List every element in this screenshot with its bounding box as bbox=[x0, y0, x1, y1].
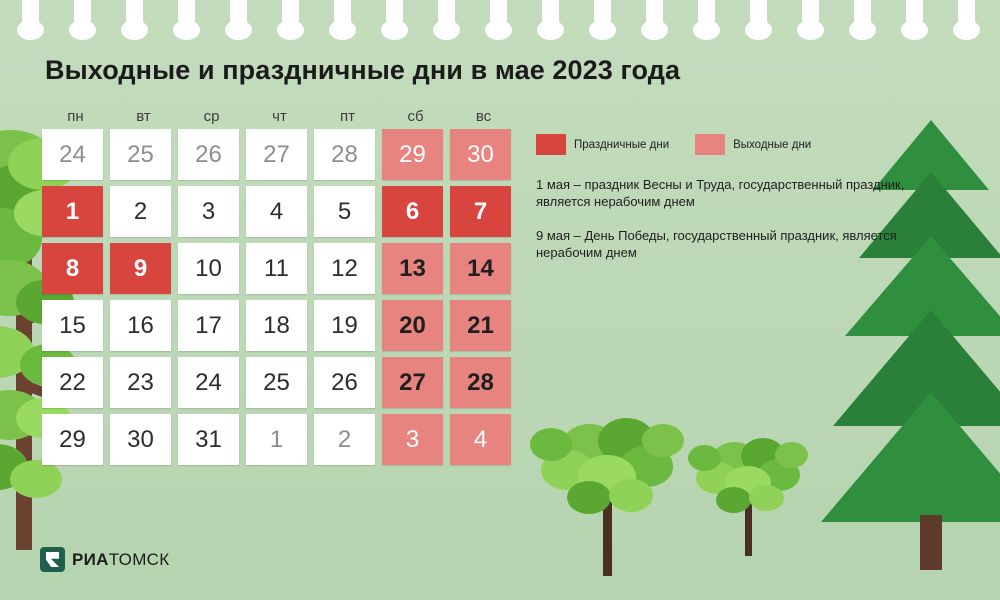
calendar-day-cell[interactable]: 22 bbox=[42, 357, 103, 408]
binding-ring bbox=[126, 0, 143, 34]
calendar-day-cell[interactable]: 1 bbox=[42, 186, 103, 237]
leaf-cluster bbox=[716, 487, 751, 513]
calendar-day-cell[interactable]: 11 bbox=[246, 243, 307, 294]
calendar-day-cell[interactable]: 24 bbox=[178, 357, 239, 408]
binding-ring bbox=[698, 0, 715, 34]
leaf-cluster bbox=[567, 481, 611, 514]
legend-label: Праздничные дни bbox=[574, 138, 670, 151]
binding-ring bbox=[490, 0, 507, 34]
small-tree-decoration bbox=[524, 424, 690, 590]
weekday-label-ср: ср bbox=[203, 108, 220, 125]
logo[interactable] bbox=[40, 547, 169, 572]
calendar-day-cell[interactable]: 3 bbox=[382, 414, 443, 465]
calendar-day-cell[interactable]: 27 bbox=[382, 357, 443, 408]
calendar-day-cell[interactable]: 29 bbox=[42, 414, 103, 465]
legend-swatch bbox=[536, 134, 566, 155]
calendar-day-cell[interactable]: 20 bbox=[382, 300, 443, 351]
calendar-week-row bbox=[42, 357, 518, 408]
binding-ring bbox=[646, 0, 663, 34]
binding-ring bbox=[22, 0, 39, 34]
weekday-label-пн: пн bbox=[67, 108, 84, 125]
calendar-day-cell[interactable]: 14 bbox=[450, 243, 511, 294]
calendar-day-cell[interactable]: 26 bbox=[178, 129, 239, 180]
calendar-day-cell[interactable]: 4 bbox=[246, 186, 307, 237]
binding-ring bbox=[334, 0, 351, 34]
calendar-day-cell[interactable]: 9 bbox=[110, 243, 171, 294]
calendar-day-cell[interactable]: 26 bbox=[314, 357, 375, 408]
legend-item bbox=[536, 134, 669, 155]
calendar-week-row bbox=[42, 300, 518, 351]
binding-ring bbox=[74, 0, 91, 34]
calendar-day-cell[interactable]: 19 bbox=[314, 300, 375, 351]
small-tree-decoration bbox=[683, 442, 813, 572]
weekday-label-вт: вт bbox=[136, 108, 151, 125]
calendar-week-row bbox=[42, 414, 518, 465]
calendar-week-row bbox=[42, 186, 518, 237]
binding-ring bbox=[542, 0, 559, 34]
calendar-day-cell[interactable]: 13 bbox=[382, 243, 443, 294]
logo-brand-bold: РИА bbox=[72, 549, 109, 569]
calendar-week-row bbox=[42, 243, 518, 294]
binding-ring bbox=[750, 0, 767, 34]
calendar-weekday-header bbox=[42, 108, 518, 125]
fir-layer bbox=[821, 392, 1000, 522]
calendar-day-cell[interactable]: 16 bbox=[110, 300, 171, 351]
calendar-day-cell[interactable]: 25 bbox=[110, 129, 171, 180]
calendar-day-cell[interactable]: 1 bbox=[246, 414, 307, 465]
binding-ring bbox=[178, 0, 195, 34]
binding-ring bbox=[854, 0, 871, 34]
binding-ring bbox=[594, 0, 611, 34]
binding-ring bbox=[958, 0, 975, 34]
calendar-day-cell[interactable]: 23 bbox=[110, 357, 171, 408]
leaf-cluster bbox=[775, 442, 808, 468]
calendar-day-cell[interactable]: 28 bbox=[314, 129, 375, 180]
binding-ring bbox=[230, 0, 247, 34]
calendar-day-cell[interactable]: 12 bbox=[314, 243, 375, 294]
calendar-day-cell[interactable]: 27 bbox=[246, 129, 307, 180]
binding-ring bbox=[282, 0, 299, 34]
calendar-day-cell[interactable]: 25 bbox=[246, 357, 307, 408]
page-title: Выходные и праздничные дни в мае 2023 года bbox=[45, 55, 681, 85]
spiral-binding bbox=[0, 0, 1000, 48]
weekday-label-чт: чт bbox=[272, 108, 287, 125]
binding-ring bbox=[386, 0, 403, 34]
binding-ring bbox=[802, 0, 819, 34]
calendar-day-cell[interactable]: 5 bbox=[314, 186, 375, 237]
notes-block bbox=[536, 176, 906, 278]
calendar-day-cell[interactable]: 31 bbox=[178, 414, 239, 465]
calendar-day-cell[interactable]: 6 bbox=[382, 186, 443, 237]
note-text: 9 мая – День Победы, государственный праздник, является нерабочим днем bbox=[536, 228, 897, 260]
leaf-cluster bbox=[688, 445, 721, 471]
legend-swatch bbox=[695, 134, 725, 155]
note-text: 1 мая – праздник Весны и Труда, государственный праздник, является нерабочим днем bbox=[536, 177, 905, 209]
calendar-day-cell[interactable]: 28 bbox=[450, 357, 511, 408]
calendar-day-cell[interactable]: 17 bbox=[178, 300, 239, 351]
calendar-day-cell[interactable]: 29 bbox=[382, 129, 443, 180]
logo-brand-soft: ТОМСК bbox=[108, 549, 170, 569]
calendar-week-row bbox=[42, 129, 518, 180]
ria-logo-icon bbox=[40, 547, 65, 572]
calendar-day-cell[interactable]: 8 bbox=[42, 243, 103, 294]
calendar-day-cell[interactable]: 2 bbox=[110, 186, 171, 237]
calendar-day-cell[interactable]: 15 bbox=[42, 300, 103, 351]
binding-ring bbox=[906, 0, 923, 34]
weekday-label-вс: вс bbox=[475, 108, 492, 125]
calendar-day-cell[interactable]: 30 bbox=[450, 129, 511, 180]
fir-trunk bbox=[920, 515, 942, 570]
leaf-cluster bbox=[749, 485, 784, 511]
binding-ring bbox=[438, 0, 455, 34]
calendar-day-cell[interactable]: 7 bbox=[450, 186, 511, 237]
leaf-cluster bbox=[642, 424, 684, 457]
legend bbox=[536, 134, 837, 155]
calendar-day-cell[interactable]: 2 bbox=[314, 414, 375, 465]
weekday-label-пт: пт bbox=[340, 108, 355, 125]
calendar-day-cell[interactable]: 3 bbox=[178, 186, 239, 237]
legend-item bbox=[695, 134, 811, 155]
logo-text bbox=[72, 550, 169, 570]
legend-label: Выходные дни bbox=[733, 138, 812, 151]
calendar-day-cell[interactable]: 4 bbox=[450, 414, 511, 465]
leaf-cluster bbox=[530, 428, 572, 461]
calendar-day-cell[interactable]: 10 bbox=[178, 243, 239, 294]
leaf-cluster bbox=[609, 479, 653, 512]
calendar-grid bbox=[42, 108, 518, 471]
calendar-day-cell[interactable]: 18 bbox=[246, 300, 307, 351]
calendar-weeks bbox=[42, 129, 518, 465]
calendar-day-cell[interactable]: 24 bbox=[42, 129, 103, 180]
weekday-label-сб: сб bbox=[407, 108, 424, 125]
calendar-day-cell[interactable]: 30 bbox=[110, 414, 171, 465]
calendar-day-cell[interactable]: 21 bbox=[450, 300, 511, 351]
